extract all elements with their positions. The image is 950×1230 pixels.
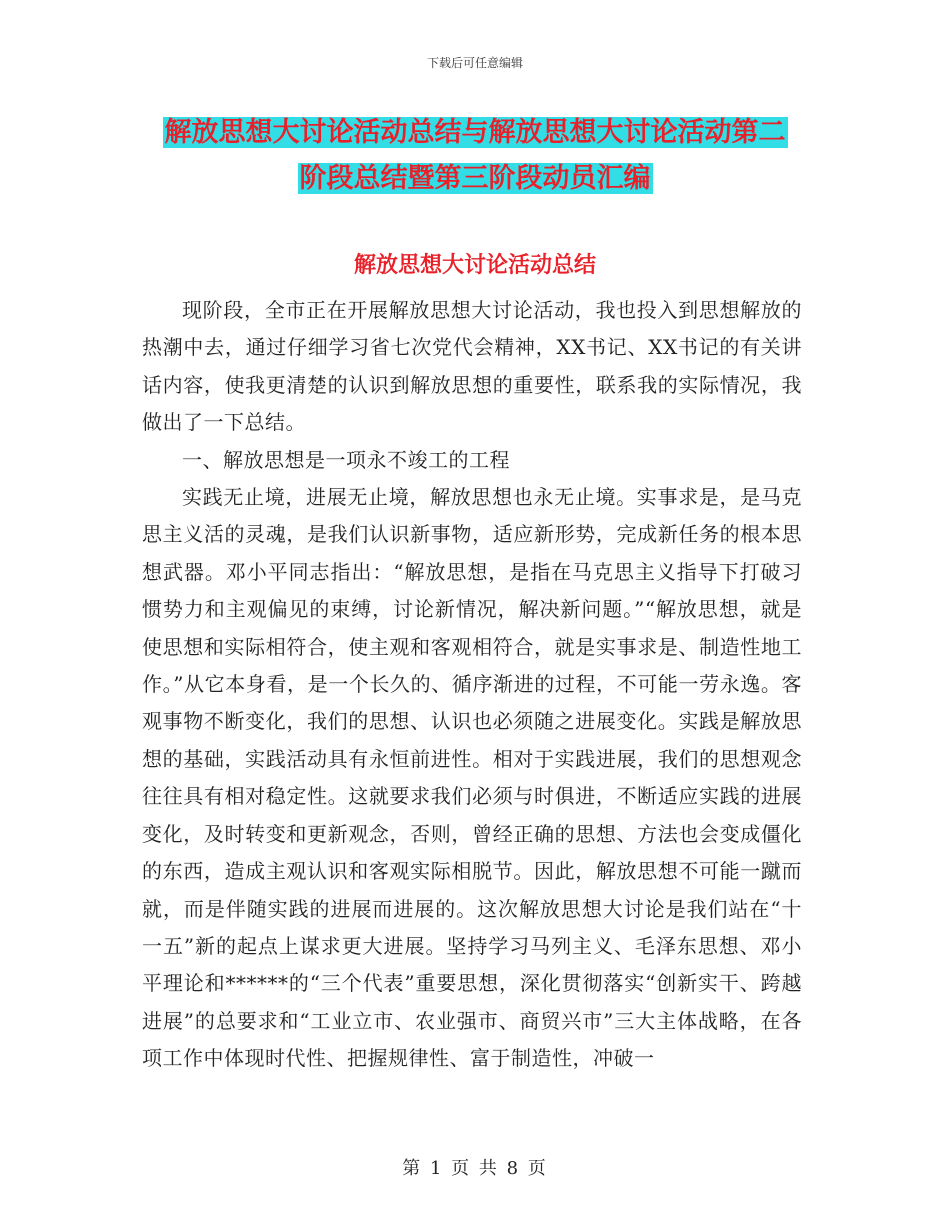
header-note: 下载后可任意编辑 [426, 56, 523, 70]
document-title-line-2: 阶段总结暨第三阶段动员汇编 [299, 163, 651, 194]
paragraph: 现阶段，全市正在开展解放思想大讨论活动，我也投入到思想解放的热潮中去，通过仔细学习省七次党代会精神，XX书记、XX书记的有关讲话内容，使我更清楚的认识到解放思想的重要性，联系我的实际情况，我做出了一下总结。 [142, 298, 802, 435]
subheading: 一、解放思想是一项永不竣工的工程 [182, 447, 510, 472]
section-title: 解放思想大讨论活动总结 [353, 252, 596, 278]
document-title [140, 110, 810, 202]
page-footer: 第 1 页 共 8 页 [402, 1158, 548, 1179]
paragraph: 实践无止境，进展无止境，解放思想也永无止境。实事求是，是马克思主义活的灵魂，是我们认识新事物，适应新形势，完成新任务的根本思想武器。邓小平同志指出：“解放思想，是指在马克思主义指导下打破习惯势力和主观偏见的束缚，讨论新情况，解决新问题。”“解放思想，就是使思想和实际相符合，使主观和客观相符合，就是实事求是、制造性地工作。”从它本身看，是一个长久的、循序渐进的过程，不可能一劳永逸。客观事物不断变化，我们的思想、认识也必须随之进展变化。实践是解放思想的基础，实践活动具有永恒前进性。相对于实践进展，我们的思想观念往往具有相对稳定性。这就要求我们必须与时俱进，不断适应实践的进展变化，及时转变和更新观念，否则，曾经正确的思想、方法也会变成僵化的东西，造成主观认识和客观实际相脱节。因此，解放思想不可能一蹴而就，而是伴随实践的进展而进展的。这次解放思想大讨论是我们站在“十一五”新的起点上谋求更大进展。坚持学习马列主义、毛泽东思想、邓小平理论和******的“三个代表”重要思想，深化贯彻落实“创新实干、跨越进展”的总要求和“工业立市、农业强市、商贸兴市”三大主体战略，在各项工作中体现时代性、把握规律性、富于制造性，冲破一 [142, 485, 802, 1071]
body-text [142, 292, 802, 1078]
document-title-line-1: 解放思想大讨论活动总结与解放思想大讨论活动第二 [164, 117, 786, 148]
